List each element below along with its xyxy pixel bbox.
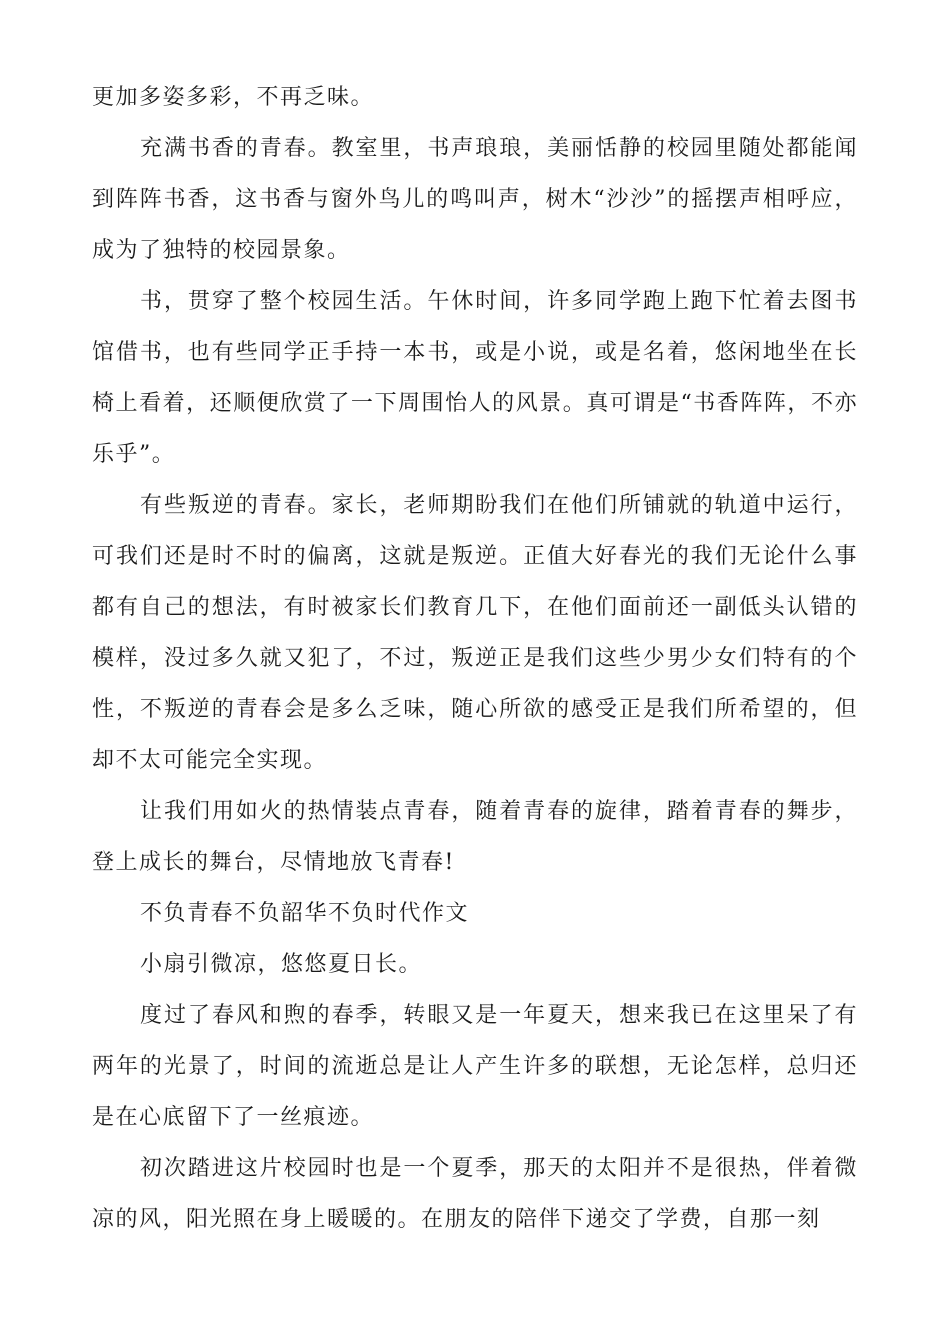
essay-opening-line: 小扇引微凉，悠悠夏日长。	[140, 952, 423, 977]
paragraph-rebellion: 有些叛逆的青春。家长，老师期盼我们在他们所铺就的轨道中运行，可我们还是时不时的偏离，这就是叛逆。正值大好春光的我们无论什么事都有自己的想法，有时被家长们教育几下，在他们面前还一副低头认错的模样，没过多久就又犯了，不过，叛逆正是我们这些少男少女们特有的个性，不叛逆的青春会是多么乏味，随心所欲的感受正是我们所希望的，但却不太可能完全实现。	[92, 493, 858, 773]
essay-title: 不负青春不负韶华不负时代作文	[140, 901, 470, 926]
paragraph-conclusion: 让我们用如火的热情装点青春，随着青春的旋律，踏着青春的舞步，登上成长的舞台，尽情地放飞青春!	[92, 799, 858, 875]
document-body	[92, 72, 858, 1245]
paragraph-book-fragrance: 充满书香的青春。教室里，书声琅琅，美丽恬静的校园里随处都能闻到阵阵书香，这书香与窗外鸟儿的鸣叫声，树木“沙沙”的摇摆声相呼应，成为了独特的校园景象。	[92, 136, 858, 263]
paragraph-campus-books: 书，贯穿了整个校园生活。午休时间，许多同学跑上跑下忙着去图书馆借书，也有些同学正手持一本书，或是小说，或是名着，悠闲地坐在长椅上看着，还顺便欣赏了一下周围怡人的风景。真可谓是“书香阵阵，不亦乐乎”。	[92, 289, 858, 467]
paragraph-continuation: 更加多姿多彩，不再乏味。	[92, 85, 375, 110]
paragraph-summer: 度过了春风和煦的春季，转眼又是一年夏天，想来我已在这里呆了有两年的光景了，时间的流逝总是让人产生许多的联想，无论怎样，总归还是在心底留下了一丝痕迹。	[92, 1003, 858, 1130]
paragraph-first-arrival: 初次踏进这片校园时也是一个夏季，那天的太阳并不是很热，伴着微凉的风，阳光照在身上暖暖的。在朋友的陪伴下递交了学费，自那一刻	[92, 1156, 858, 1232]
